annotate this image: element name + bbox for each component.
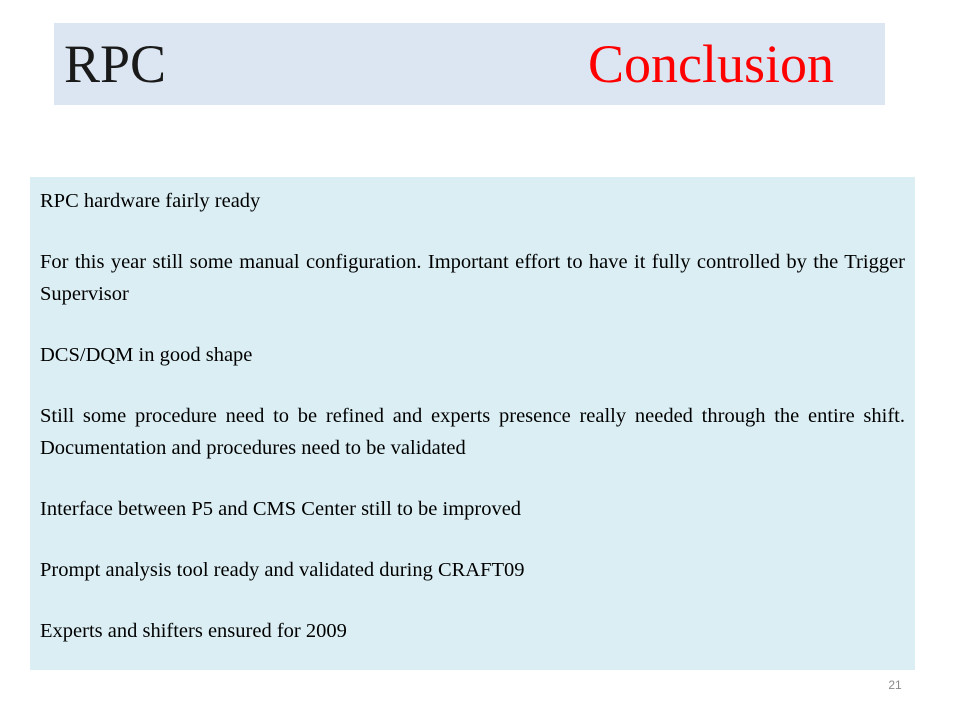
title-rpc: RPC <box>64 34 167 94</box>
conclusion-item-procedures: Still some procedure need to be refined and experts presence really needed through the entire shift. Documentation and procedures need to be validated <box>40 405 905 459</box>
title-conclusion: Conclusion <box>588 34 835 94</box>
conclusion-item-configuration: For this year still some manual configuration. Important effort to have it fully controlled by the Trigger Supervisor <box>40 251 905 305</box>
page-number: 21 <box>888 678 902 692</box>
conclusion-content-box <box>30 177 915 670</box>
conclusion-item-hardware: RPC hardware fairly ready <box>40 190 261 212</box>
conclusion-item-experts: Experts and shifters ensured for 2009 <box>40 620 347 642</box>
conclusion-item-dcs-dqm: DCS/DQM in good shape <box>40 344 253 366</box>
title-bar <box>54 23 885 105</box>
conclusion-item-analysis-tool: Prompt analysis tool ready and validated during CRAFT09 <box>40 559 525 581</box>
conclusion-item-interface: Interface between P5 and CMS Center still to be improved <box>40 498 522 520</box>
